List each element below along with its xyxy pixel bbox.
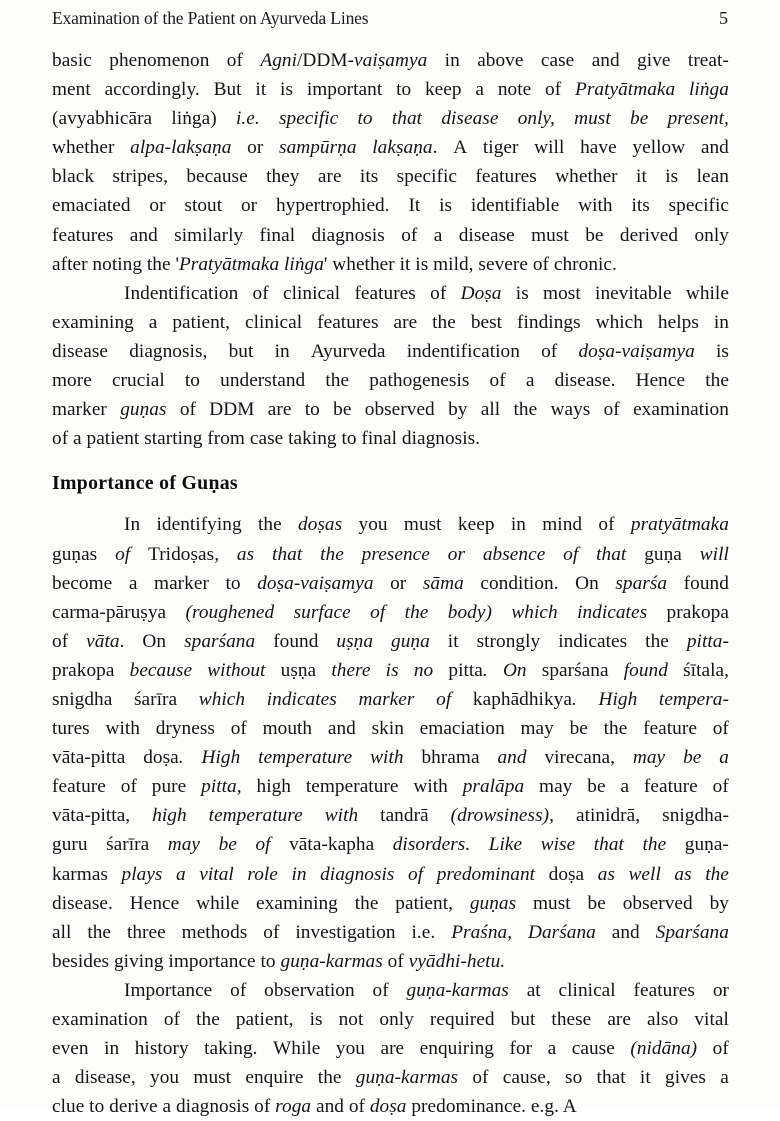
paragraph-group-before-heading: [52, 46, 729, 453]
text-line: become a marker to doṣa-vaiṣamya or sāma condition. On sparśa found: [52, 572, 729, 594]
running-head-title: Examination of the Patient on Ayurveda Lines: [52, 8, 369, 28]
text-line: (avyabhicāra liṅga) i.e. specific to that disease only, must be present,: [52, 108, 729, 130]
text-line: marker guṇas of DDM are to be observed by all the ways of examination: [52, 399, 729, 421]
text-line: of a patient starting from case taking to final diagnosis.: [52, 428, 481, 450]
text-line: feature of pure pitta, high temperature with pralāpa may be a feature of: [52, 776, 729, 798]
paragraph: [52, 510, 729, 976]
text-line: more crucial to understand the pathogenesis of a disease. Hence the: [52, 370, 729, 392]
text-line: Importance of observation of guṇa-karmas at clinical features or: [124, 979, 729, 1001]
text-line: whether alpa-lakṣaṇa or sampūrṇa lakṣaṇa. A tiger will have yellow and: [52, 137, 729, 159]
text-line: guṇas of Tridoṣas, as that the presence or absence of that guṇa will: [52, 543, 729, 565]
text-line: In identifying the doṣas you must keep in mind of pratyātmaka: [124, 514, 729, 536]
text-line: besides giving importance to guṇa-karmas of vyādhi-hetu.: [52, 950, 506, 972]
text-line: after noting the 'Pratyātmaka liṅga' whether it is mild, severe of chronic.: [52, 253, 617, 275]
text-line: disease diagnosis, but in Ayurveda indentification of doṣa-vaiṣamya is: [52, 340, 729, 362]
text-line: carma-pāruṣya (roughened surface of the body) which indicates prakopa: [52, 601, 729, 623]
text-line: clue to derive a diagnosis of roga and of doṣa predominance. e.g. A: [52, 1096, 577, 1118]
page-number: 5: [719, 8, 728, 28]
text-line: disease. Hence while examining the patient, guṇas must be observed by: [52, 892, 729, 914]
text-line: ment accordingly. But it is important to keep a note of Pratyātmaka liṅga: [52, 79, 729, 101]
section-heading: Importance of Guṇas: [52, 472, 238, 495]
text-line: examination of the patient, is not only required but these are also vital: [52, 1009, 729, 1030]
paragraph: [52, 46, 729, 279]
text-line: features and similarly final diagnosis of a disease must be derived only: [52, 224, 729, 246]
paragraph-group-after-heading: [52, 510, 729, 1121]
running-head: [52, 8, 728, 36]
text-line: guru śarīra may be of vāta-kapha disorders. Like wise that the guṇa-: [52, 834, 729, 856]
text-line: all the three methods of investigation i.e. Praśna, Darśana and Sparśana: [52, 921, 729, 943]
spacer-after-heading: [52, 498, 729, 510]
spacer-before-heading: [52, 453, 729, 469]
text-line: a disease, you must enquire the guṇa-karmas of cause, so that it gives a: [52, 1067, 729, 1089]
text-line: snigdha śarīra which indicates marker of kaphādhikya. High tempera-: [52, 688, 729, 710]
text-line: even in history taking. While you are enquiring for a cause (nidāna) of: [52, 1038, 729, 1060]
paragraph: [52, 279, 729, 454]
text-line: vāta-pitta, high temperature with tandrā (drowsiness), atinidrā, snigdha-: [52, 805, 729, 827]
text-line: examining a patient, clinical features are the best findings which helps in: [52, 311, 729, 333]
text-line: Indentification of clinical features of Doṣa is most inevitable while: [124, 282, 729, 304]
text-line: tures with dryness of mouth and skin emaciation may be the feature of: [52, 718, 729, 740]
text-line: basic phenomenon of Agni/DDM-vaiṣamya in above case and give treat-: [52, 50, 729, 71]
text-line: karmas plays a vital role in diagnosis of predominant doṣa as well as the: [52, 863, 729, 885]
paragraph: [52, 976, 729, 1121]
text-line: vāta-pitta doṣa. High temperature with bhrama and virecana, may be a: [52, 747, 729, 769]
text-line: black stripes, because they are its specific features whether it is lean: [52, 166, 729, 188]
text-line: prakopa because without uṣṇa there is no pitta. On sparśana found śītala,: [52, 659, 729, 681]
text-line: of vāta. On sparśana found uṣṇa guṇa it strongly indicates the pitta-: [52, 630, 729, 652]
body-text: [52, 46, 729, 1121]
text-line: emaciated or stout or hypertrophied. It is identifiable with its specific: [52, 195, 729, 217]
